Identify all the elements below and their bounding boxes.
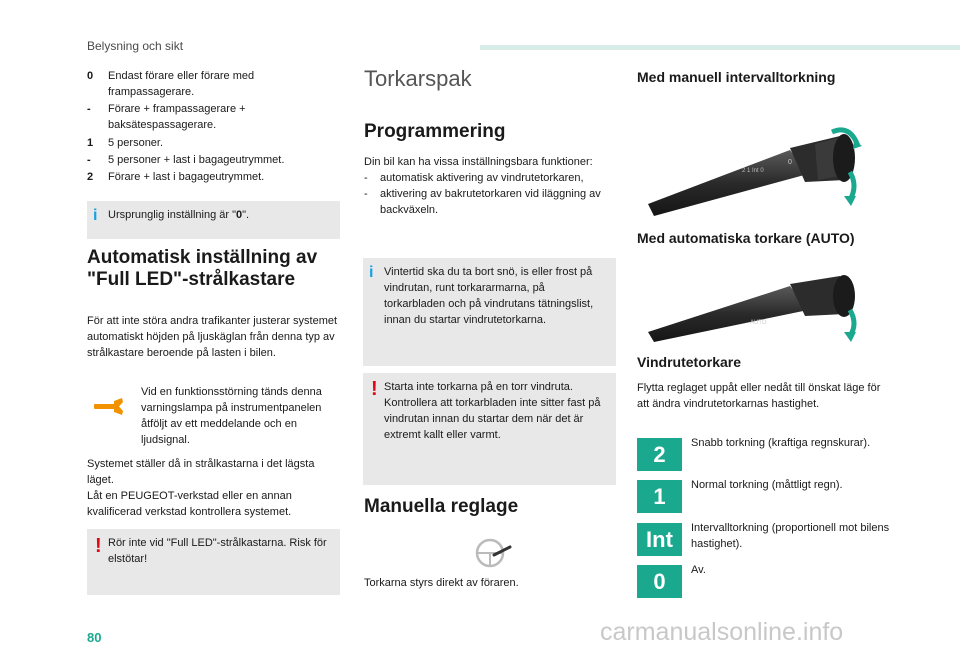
page-number: 80 (87, 630, 102, 645)
wrench-icon (92, 395, 126, 415)
speed-badge-0: 0 (637, 565, 682, 598)
programming-heading: Programmering (364, 121, 506, 142)
speed-text-1: Normal torkning (måttligt regn). (691, 479, 843, 491)
list-item: - Förare + frampassagerare + baksätespassagerare. (87, 103, 246, 131)
winter-note: i Vintertid ska du ta bort snö, is eller frost på vindrutan, runt torkararmarna, på torkarbladen och på vindrutans tätningslist, innan du startar vindrutetorkarna. (363, 258, 616, 366)
svg-text:2 1 Int 0: 2 1 Int 0 (742, 168, 764, 174)
programming-list (364, 170, 616, 218)
steering-wheel-icon (474, 535, 512, 569)
auto-heading: Automatisk inställning av "Full LED"-strålkastare (87, 247, 318, 290)
windscreen-wiper-heading: Vindrutetorkare (637, 354, 741, 370)
manual-text: Torkarna styrs direkt av föraren. (364, 577, 519, 589)
speed-text-int: Intervalltorkning (proportionell mot bilens hastighet). (691, 522, 890, 550)
auto-wiper-heading: Med automatiska torkare (AUTO) (637, 230, 855, 246)
list-item: - automatisk aktivering av vindrutetorkaren, (364, 172, 584, 184)
speed-badge-1: 1 (637, 480, 682, 513)
default-setting-note: i Ursprunglig inställning är "0". (87, 201, 340, 239)
danger-note: ! Rör inte vid "Full LED"-strålkastarna. Risk för elstötar! (87, 529, 340, 595)
info-icon: i (369, 264, 374, 281)
info-icon: i (93, 207, 98, 224)
warning-lamp-text: Vid en funktionsstörning tänds denna varningslampa på instrumentpanelen åtföljt av ett meddelande och en ljudsignal. (141, 386, 322, 446)
header-bar (480, 45, 960, 50)
auto-stalk-image (640, 272, 870, 344)
svg-text:AUTO: AUTO (750, 320, 767, 326)
list-item: 0 Endast förare eller förare med frampassagerare. (87, 70, 255, 98)
svg-text:0: 0 (788, 159, 792, 166)
auto-paragraph: För att inte störa andra trafikanter justerar systemet automatiskt höjden på ljuskäglan från denna typ av strålkastare beroende på lasten i bilen. (87, 315, 338, 359)
speed-badge-int: Int (637, 523, 682, 556)
manual-heading: Manuella reglage (364, 496, 519, 517)
system-paragraph-2: Låt en PEUGEOT-verkstad eller en annan kvalificerad verkstad kontrollera systemet. (87, 490, 292, 518)
watermark: carmanualsonline.info (600, 618, 844, 646)
interval-stalk-image (640, 112, 870, 224)
speed-text-0: Av. (691, 564, 706, 576)
speed-badge-2: 2 (637, 438, 682, 471)
exclamation-icon: ! (95, 535, 102, 557)
windscreen-wiper-text: Flytta reglaget uppåt eller nedåt till önskat läge för att ändra vindrutetorkarnas hastighet. (637, 382, 881, 410)
system-paragraph-1: Systemet ställer då in strålkastarna i det lägsta läget. (87, 458, 315, 486)
interval-heading: Med manuell intervalltorkning (637, 69, 836, 85)
page-title: Torkarspak (364, 66, 472, 91)
section-header: Belysning och sikt (87, 39, 184, 53)
dry-wiper-warning: ! Starta inte torkarna på en torr vindruta. Kontrollera att torkarbladen inte sitter fast på vindrutan innan du startar dem när det är extremt kallt eller varmt. (363, 373, 616, 485)
speed-text-2: Snabb torkning (kraftiga regnskurar). (691, 437, 871, 449)
list-item: - aktivering av bakrutetorkaren vid iläggning av backväxeln. (364, 188, 601, 216)
programming-intro: Din bil kan ha vissa inställningsbara funktioner: (364, 156, 593, 168)
exclamation-icon: ! (371, 378, 378, 400)
